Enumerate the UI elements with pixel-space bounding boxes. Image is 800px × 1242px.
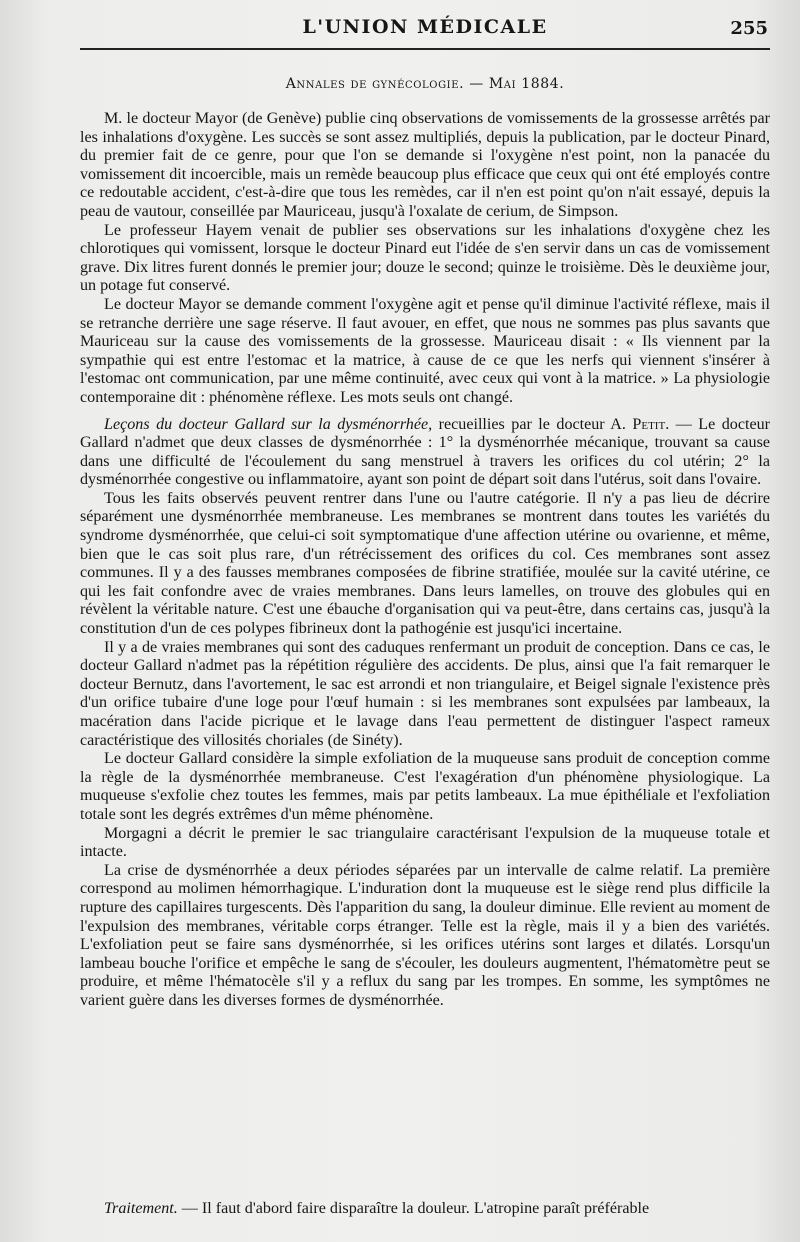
treatment-lead: Traitement. — [104, 1200, 178, 1217]
section-heading: Annales de gynécologie. — Mai 1884. — [285, 76, 565, 92]
paragraph-membranes: Tous les faits observés peuvent rentrer dans l'une ou l'autre catégorie. Il n'y a pas lieu de décrire séparément une dysménorrhée membraneuse. Les membranes se montrent dans toutes les variétés du syndrome dysménorrhée, que celui-ci soit symptomatique d'une affection utérine ou ovarienne, et même, bien que le cas soit plus rare, d'un rétrécissement des orifices du col. Ces membranes sont assez communes. Il y a des fausses membranes composées de fibrine stratifiée, moulée sur la cavité utérine, ce qui les fait confondre avec de vraies membranes. Dans leurs lamelles, on trouve des globules qui en révèlent la véritable nature. C'est une ébauche d'organisation qui va peut-être, dans certains cas, jusqu'à la constitution d'un de ces polypes fibrineux dont la pathogénie est jusqu'ici incertaine. — [80, 489, 770, 638]
paragraph-gallard-lessons — [80, 416, 770, 490]
page-header — [80, 14, 770, 50]
paragraph-true-membranes: Il y a de vraies membranes qui sont des caduques renfermant un produit de conception. Dans ce cas, le docteur Gallard n'admet pas la répétition régulière des accidents. De plus, ainsi que l'a fait remarquer le docteur Bernutz, dans l'avortement, le sac est arrondi et non triangulaire, et Beigel signale l'existence près d'un orifice tubaire d'une loge pour l'œuf humain : si les membranes sont expulsées par lambeaux, la macération dans l'acide picrique et le lavage dans l'eau permettent de distinguer l'aspect rameux caractéristique des villosités choriales (de Sinéty). — [80, 638, 770, 749]
paragraph-oxygen-vomiting: M. le docteur Mayor (de Genève) publie cinq observations de vomissements de la grossesse arrêtés par les inhalations d'oxygène. Les succès se sont assez multipliés, depuis la publication, par le docteur Pinard, du premier fait de ce genre, pour que l'on se demande si l'oxygène n'est point, non la panacée du vomissement dit incoercible, mais un remède beaucoup plus efficace que ceux qui ont été employés contre ce redoutable accident, c'est-à-dire que tous les remèdes, car il n'en est point qu'on n'ait essayé, depuis la peau de vautour, conseillée par Mauriceau, jusqu'à l'oxalate de cerium, de Simpson. — [80, 110, 770, 220]
paragraph-exfoliation: Le docteur Gallard considère la simple exfoliation de la muqueuse sans produit de conception comme la règle de la dysménorrhée membraneuse. C'est l'exagération d'un phénomène physiologique. La muqueuse s'exfolie chez toutes les femmes, mais par petits lambeaux. La mue épithéliale et l'exfoliation totale sont les degrés extrêmes d'un même phénomène. — [80, 750, 770, 823]
paragraph-morgagni: Morgagni a décrit le premier le sac triangulaire caractérisant l'expulsion de la muqueuse totale et intacte. — [80, 824, 770, 861]
article-body — [80, 110, 770, 1011]
treatment-line — [80, 1200, 770, 1219]
lecon-credit: recueillies par le docteur A. — [438, 415, 626, 433]
lecon-title: Leçons du docteur Gallard sur la dysménorrhée, — [104, 415, 433, 433]
lecon-body: . — Le docteur Gallard n'admet que deux classes de dysménorrhée : 1° la dysménorrhée mécanique, trouvant sa cause dans une difficulté de l'écoulement du sang menstruel à travers les orifices du col utérin; 2° la dysménorrhée congestive ou inflammatoire, ayant son point de départ soit dans l'utérus, soit dans l'ovaire. — [80, 415, 771, 489]
paragraph-hayem-pinard: Le professeur Hayem venait de publier ses observations sur les inhalations d'oxygène chez les chlorotiques qui vomissent, lorsque le docteur Pinard eut l'idée de s'en servir dans un cas de vomissement grave. Dix litres furent donnés le premier jour; douze le second; quinze le troisième. Dès le deuxième jour, un potage fut conservé. — [80, 221, 770, 295]
paragraph-mayor-reflex: Le docteur Mayor se demande comment l'oxygène agit et pense qu'il diminue l'activité réflexe, mais il se retranche derrière une sage réserve. Il faut avouer, en effet, que nous ne sommes pas plus savants que Mauriceau sur la cause des vomissements de la grossesse. Mauriceau disait : « Ils viennent par la sympathie qui est entre l'estomac et la matrice, à cause de ce que les nerfs qui viennent s'insérer à l'estomac ont communication, par une même continuité, avec ceux qui vont à la matrice. » La physiologie contemporaine dit : phénomène réflexe. Les mots seuls ont changé. — [80, 295, 770, 406]
running-title: L'UNION MÉDICALE — [302, 16, 548, 38]
lecon-author-name: Petit — [632, 415, 666, 433]
page-number: 255 — [730, 18, 768, 39]
treatment-text: — Il faut d'abord faire disparaître la douleur. L'atropine paraît préférable — [177, 1200, 650, 1217]
paragraph-crisis: La crise de dysménorrhée a deux périodes séparées par un intervalle de calme relatif. La première correspond au molimen hémorrhagique. L'induration dont la muqueuse est le siège rend plus difficile la rupture des capillaires turgescents. Dès l'apparition du sang, la douleur diminue. Elle revient au moment de l'expulsion des membranes, véritable corps étranger. Telle est la règle, mais il y a bien des variétés. L'exfoliation peut se faire sans dysménorrhée, si les orifices utérins sont larges et dilatés. Lorsqu'un lambeau bouche l'orifice et empêche le sang de s'écouler, les douleurs augmentent, l'hématomètre peut se produire, et même l'hématocèle s'il y a reflux du sang par les trompes. En somme, les symptômes ne varient guère dans les diverses formes de dysménorrhée. — [80, 861, 770, 1009]
